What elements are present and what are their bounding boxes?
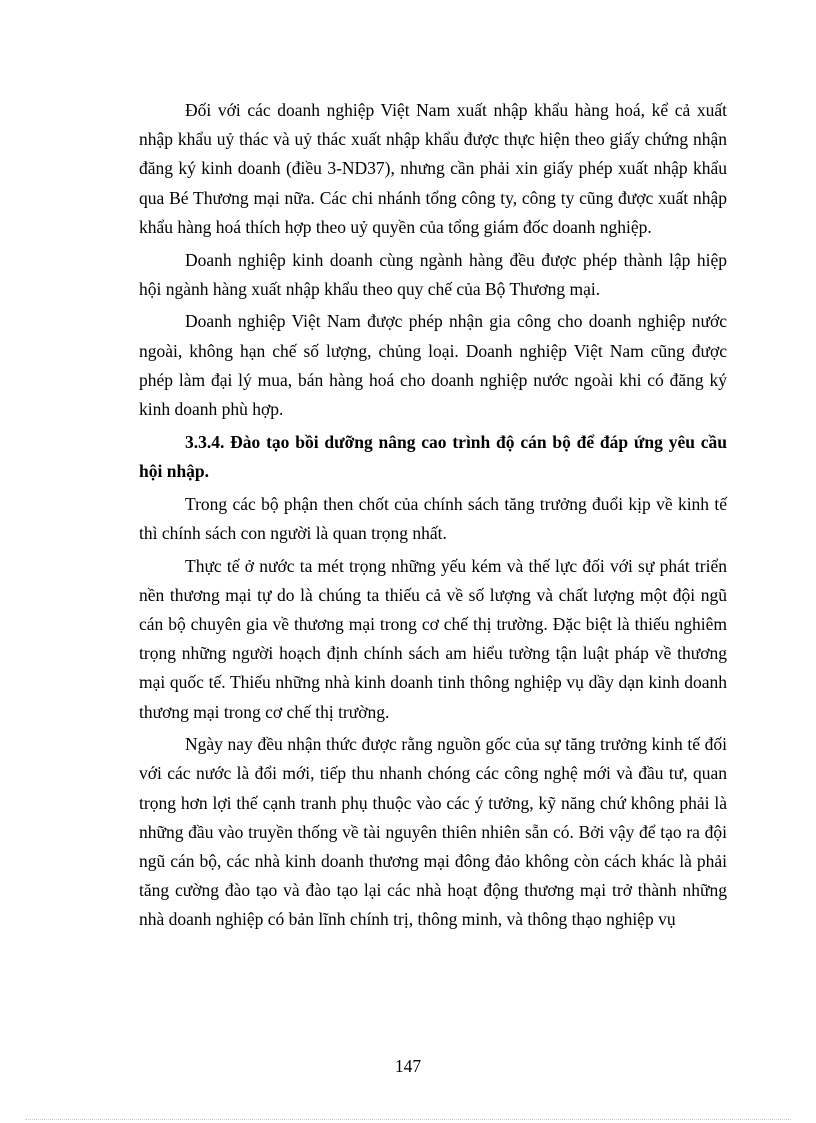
paragraph-human-policy: Trong các bộ phận then chốt của chính sách tăng trưởng đuổi kịp về kinh tế thì chính sách con người là quan trọng nhất. xyxy=(139,493,727,543)
paragraph-weaknesses: Thực tế ở nước ta mét trọng những yếu kém và thế lực đối với sự phát triển nền thương mại tự do là chúng ta thiếu cả về số lượng và chất lượng một đội ngũ cán bộ chuyên gia về thương mại trong cơ chế thị trường. Đặc biệt là thiếu nghiêm trọng những người hoạch định chính sách am hiểu tường tận luật pháp về thương mại quốc tế. Thiếu những nhà kinh doanh tinh thông nghiệp vụ dầy dạn kinh doanh thương mại trong cơ chế thị trường. xyxy=(139,555,727,722)
section-heading: 3.3.4. Đào tạo bồi dưỡng nâng cao trình độ cán bộ để đáp ứng yêu cầu hội nhập. xyxy=(139,431,727,481)
paragraph-trade-associations: Doanh nghiệp kinh doanh cùng ngành hàng đều được phép thành lập hiệp hội ngành hàng xuất nhập khẩu theo quy chế của Bộ Thương mại. xyxy=(139,249,727,299)
page-bottom-divider xyxy=(25,1119,791,1120)
paragraph-growth-sources: Ngày nay đều nhận thức được rằng nguồn gốc của sự tăng trưởng kinh tế đối với các nước là đổi mới, tiếp thu nhanh chóng các công nghệ mới và đầu tư, quan trọng hơn lợi thế cạnh tranh phụ thuộc vào các ý tưởng, kỹ năng chứ không phải là những đầu vào truyền thống về tài nguyên thiên nhiên sẵn có. Bởi vậy để tạo ra đội ngũ cán bộ, các nhà kinh doanh thương mại đông đảo không còn cách khác là phải tăng cường đào tạo và đào tạo lại các nhà hoạt động thương mại trở thành những nhà doanh nghiệp có bản lĩnh chính trị, thông minh, và thông thạo nghiệp vụ xyxy=(139,734,727,930)
paragraph-processing-agency: Doanh nghiệp Việt Nam được phép nhận gia công cho doanh nghiệp nước ngoài, không hạn chế số lượng, chủng loại. Doanh nghiệp Việt Nam cũng được phép làm đại lý mua, bán hàng hoá cho doanh nghiệp nước ngoài khi có đăng ký kinh doanh phù hợp. xyxy=(139,311,727,420)
paragraph-export-import-rights: Đối với các doanh nghiệp Việt Nam xuất nhập khẩu hàng hoá, kể cả xuất nhập khẩu uỷ thác và uỷ thác xuất nhập khẩu được thực hiện theo giấy chứng nhận đăng ký kinh doanh (điều 3-ND37), nhưng cần phải xin giấy phép xuất nhập khẩu qua Bé Thương mại nữa. Các chi nhánh tổng công ty, công ty cũng được xuất nhập khẩu hàng hoá thích hợp theo uỷ quyền của tổng giám đốc doanh nghiệp. xyxy=(139,100,727,237)
body-text xyxy=(139,96,727,938)
page-number: 147 xyxy=(394,1056,422,1076)
